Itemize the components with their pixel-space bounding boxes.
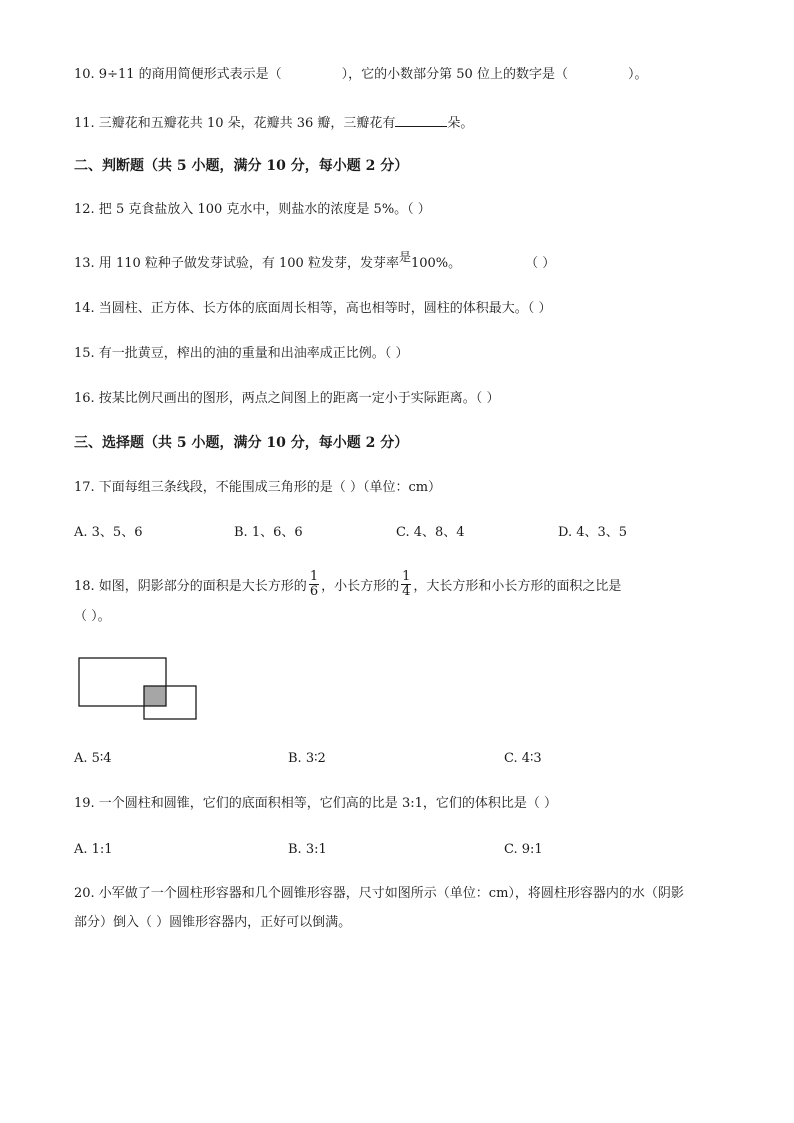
q18-option-a[interactable]: A. 5∶4 — [74, 751, 112, 766]
question-20: 20. 小军做了一个圆柱形容器和几个圆锥形容器，尺寸如图所示（单位：cm），将圆柱形容器内的水（阴影 — [74, 886, 684, 901]
question-19: 19. 一个圆柱和圆锥，它们的底面积相等，它们高的比是 3:1，它们的体积比是（ ） — [74, 796, 557, 811]
question-17: 17. 下面每组三条线段，不能围成三角形的是（ ）（单位：cm） — [74, 480, 442, 495]
q18-option-c[interactable]: C. 4∶3 — [504, 751, 542, 766]
q17-option-a[interactable]: A. 3、5、6 — [74, 525, 143, 540]
question-10: 10. 9÷11 的商用简便形式表示是（ ），它的小数部分第 50 位上的数字是（ ）。 — [74, 67, 648, 82]
question-15: 15. 有一批黄豆，榨出的油的重量和出油率成正比例。（ ） — [74, 346, 409, 361]
question-18-cont: （ ）。 — [74, 609, 111, 624]
fraction-one-sixth: $\frac{1}{6}$ — [309, 569, 319, 599]
q17-option-c[interactable]: C. 4、8、4 — [396, 525, 465, 540]
q19-option-a[interactable]: A. 1:1 — [74, 842, 113, 857]
question-16: 16. 按某比例尺画出的图形，两点之间图上的距离一定小于实际距离。（ ） — [74, 391, 500, 406]
section-heading-choice: 三、选择题（共 5 小题，满分 10 分，每小题 2 分） — [74, 435, 409, 451]
question-13: 13. 用 110 粒种子做发芽试验，有 100 粒发芽，发芽率是100%。 （ ） — [74, 250, 556, 271]
question-20-cont: 部分）倒入（ ）圆锥形容器内，正好可以倒满。 — [74, 915, 352, 930]
fraction-one-quarter: $\frac{1}{4}$ — [402, 569, 411, 599]
q18-option-b[interactable]: B. 3∶2 — [288, 751, 326, 766]
question-18: 18. 如图，阴影部分的面积是大长方形的 $\frac{1}{6}$ ，小长方形的 $\frac{1}{4}$ ，大长方形和小长方形的面积之比是 — [74, 569, 622, 599]
section-heading-judgement: 二、判断题（共 5 小题，满分 10 分，每小题 2 分） — [74, 158, 409, 174]
question-12: 12. 把 5 克食盐放入 100 克水中，则盐水的浓度是 5%。（ ） — [74, 202, 431, 217]
question-14: 14. 当圆柱、正方体、长方体的底面周长相等，高也相等时，圆柱的体积最大。（ ） — [74, 301, 552, 316]
q19-option-c[interactable]: C. 9:1 — [504, 842, 543, 857]
q17-option-b[interactable]: B. 1、6、6 — [234, 525, 303, 540]
shaded-overlap — [144, 686, 166, 706]
q19-option-b[interactable]: B. 3:1 — [288, 842, 327, 857]
q17-option-d[interactable]: D. 4、3、5 — [558, 525, 628, 540]
answer-underline — [395, 114, 447, 127]
overlapping-rectangles-figure — [76, 656, 200, 722]
question-11: 11. 三瓣花和五瓣花共 10 朵，花瓣共 36 瓣，三瓣花有 朵。 — [74, 116, 474, 131]
